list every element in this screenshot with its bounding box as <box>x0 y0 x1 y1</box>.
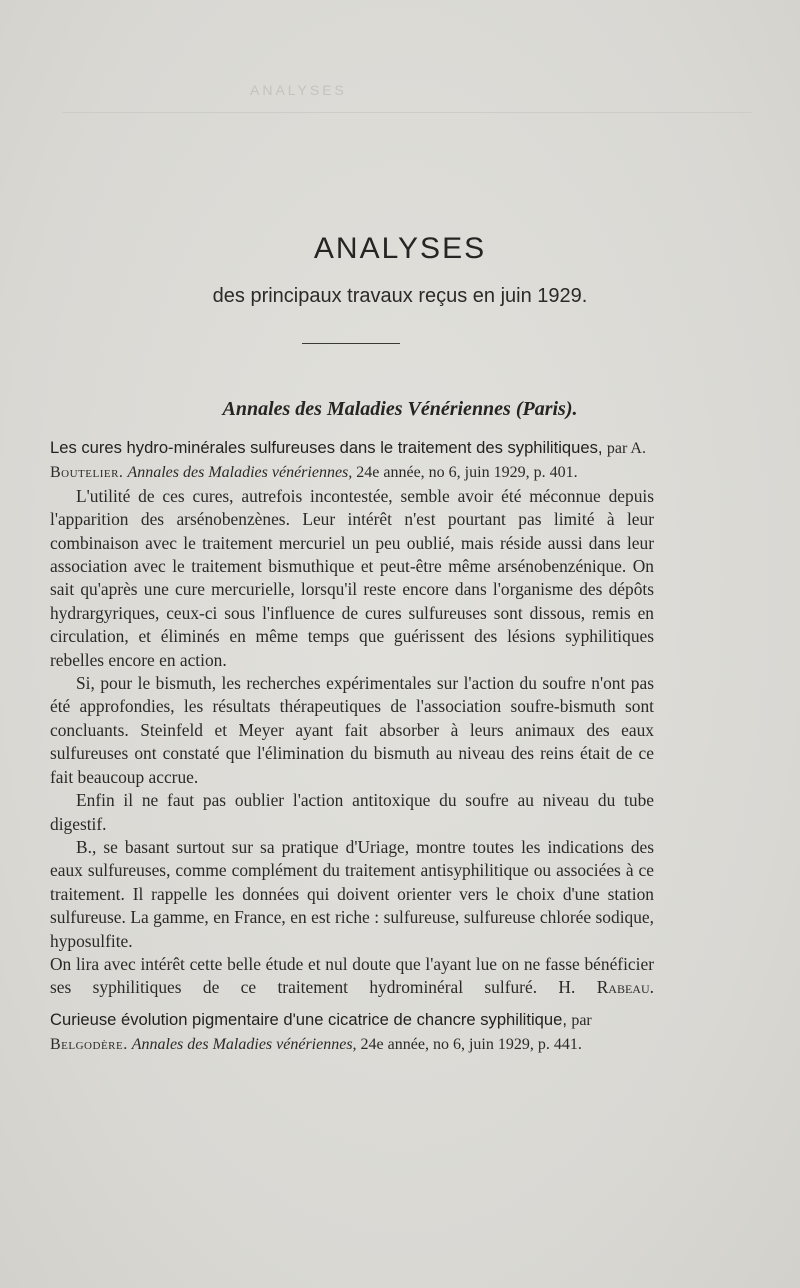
ref-journal: Annales des Maladies vénériennes, <box>131 1036 357 1054</box>
title-divider <box>302 343 400 344</box>
paragraph-last-text: On lira avec intérêt cette belle étude et nul doute que l'ayant lue on ne fasse bénéficier ses syphilitiques de ce traitement hydrominéral sulfuré. <box>50 953 654 998</box>
ref-journal: Annales des Maladies vénériennes, <box>127 464 353 482</box>
article-2-heading <box>50 1008 654 1057</box>
article-2 <box>50 1008 654 1057</box>
ref-author: Belgodère. <box>50 1036 128 1054</box>
ref-author: Boutelier. <box>50 464 124 482</box>
bleedthrough-header: ANALYSES <box>250 82 347 98</box>
article-1-heading <box>50 436 654 485</box>
paragraph: Enfin il ne faut pas oublier l'action antitoxique du soufre au niveau du tube digestif. <box>50 790 654 834</box>
page-subtitle: des principaux travaux reçus en juin 1929. <box>212 285 588 307</box>
paragraph <box>50 953 654 1000</box>
ref-details: 24e année, no 6, juin 1929, p. 401. <box>356 464 578 482</box>
bleedthrough-rule <box>62 112 752 113</box>
article-1-title: Les cures hydro-minérales sulfureuses dans le traitement des syphilitiques, <box>50 438 603 457</box>
spacer <box>50 1000 654 1006</box>
ref-par: par A. <box>606 440 646 457</box>
article-1 <box>50 436 654 1000</box>
page-title: ANALYSES <box>313 232 487 265</box>
paragraph: Si, pour le bismuth, les recherches expérimentales sur l'action du soufre n'ont pas été approfondies, les résultats thérapeutiques de l'association soufre-bismuth sont concluants. Steinfeld et Meyer ayant fait absorber à leurs animaux des eaux sulfureuses ont constaté que l'élimination du bismuth au niveau des reins était de ce fait beaucoup accrue. <box>50 673 654 787</box>
signature: H. Rabeau. <box>558 977 654 998</box>
paragraph: B., se basant surtout sur sa pratique d'Uriage, montre toutes les indications des eaux sulfureuses, comme complément du traitement antisyphilitique ou associées à ce traitement. Il rappelle les données qui doivent orienter vers le choix d'une station sulfureuse. La gamme, en France, en est riche : sulfureuse, sulfureuse chlorée sodique, hyposulfite. <box>50 836 654 951</box>
ref-par: par <box>571 1011 592 1029</box>
article-2-title: Curieuse évolution pigmentaire d'une cicatrice de chancre syphilitique, <box>50 1009 567 1029</box>
journal-heading: Annales des Maladies Vénériennes (Paris). <box>222 398 578 420</box>
paragraph: L'utilité de ces cures, autrefois incontestée, semble avoir été méconnue depuis l'apparition des arsénobenzènes. Leur intérêt n'est pourtant pas limité à leur combinaison avec le traitement mercuriel un peu oublié, mais réside aussi dans leur association avec le traitement bismuthique et peut-être même arsénobenzénique. On sait qu'après une cure mercurielle, lorsqu'il reste encore dans l'organisme des dépôts hydrargyriques, ceux-ci sous l'influence de cures sulfureuses sont dissous, remis en circulation, et éliminés en même temps que guérissent des lésions syphilitiques rebelles encore en action. <box>50 485 654 670</box>
ref-details: 24e année, no 6, juin 1929, p. 441. <box>360 1036 582 1054</box>
article-body <box>50 434 654 1057</box>
